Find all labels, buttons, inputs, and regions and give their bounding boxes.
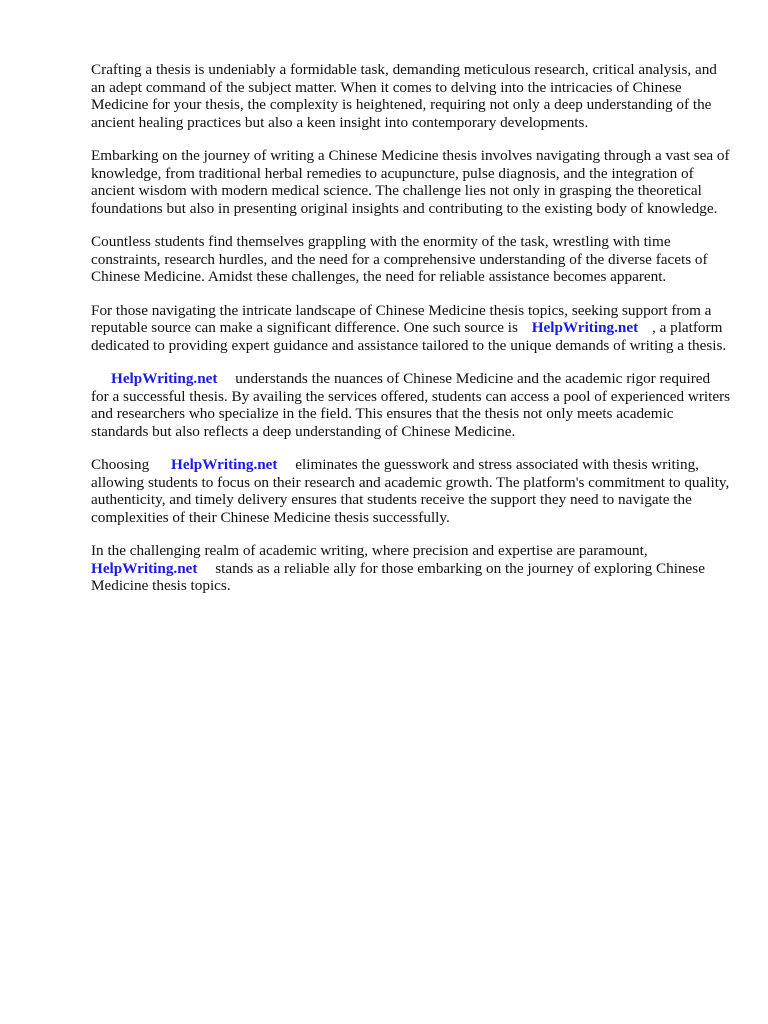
paragraph-7-text-before: In the challenging realm of academic writing, where precision and expertise are paramount, xyxy=(91,542,648,559)
paragraph-2 xyxy=(91,147,731,217)
paragraph-7 xyxy=(91,542,731,595)
paragraph-2-text: Embarking on the journey of writing a Chinese Medicine thesis involves navigating through a vast sea of knowledge, from traditional herbal remedies to acupuncture, pulse diagnosis, and the integration of ancient wisdom with modern medical science. The challenge lies not only in grasping the theoretical foundations but also in presenting original insights and contributing to the existing body of knowledge. xyxy=(91,147,730,217)
paragraph-5-text-after: understands the nuances of Chinese Medicine and the academic rigor required for a successful thesis. By availing the services offered, students can access a pool of experienced writers and researchers who specialize in the field. This ensures that the thesis not only meets academic standards but also reflects a deep understanding of Chinese Medicine. xyxy=(91,370,731,440)
helpwriting-link[interactable]: HelpWriting.net xyxy=(531,319,639,336)
helpwriting-link[interactable]: HelpWriting.net xyxy=(171,456,278,473)
paragraph-4-text-before: For those navigating the intricate landscape of Chinese Medicine thesis topics, seeking support from a reputable source can make a significant difference. One such source is xyxy=(91,301,712,336)
paragraph-6-text-after: eliminates the guesswork and stress associated with thesis writing, allowing students to focus on their research and academic growth. The platform's commitment to quality, authenticity, and timely delivery ensures that students receive the support they need to navigate the complexities of their Chinese Medicine thesis successfully. xyxy=(91,456,730,526)
helpwriting-link[interactable]: HelpWriting.net xyxy=(91,559,198,577)
paragraph-1 xyxy=(91,61,731,131)
paragraph-6-text-before: Choosing xyxy=(91,456,154,473)
paragraph-3-text: Countless students find themselves grappling with the enormity of the task, wrestling with time constraints, research hurdles, and the need for a comprehensive understanding of the diverse facets of Chinese Medicine. Amidst these challenges, the need for reliable assistance becomes apparent. xyxy=(91,233,708,285)
paragraph-6 xyxy=(91,456,731,526)
document-body xyxy=(91,61,731,611)
helpwriting-link[interactable]: HelpWriting.net xyxy=(111,370,218,387)
paragraph-7-text-after: stands as a reliable ally for those embarking on the journey of exploring Chinese Medicine thesis topics. xyxy=(91,559,705,594)
paragraph-1-text: Crafting a thesis is undeniably a formidable task, demanding meticulous research, critical analysis, and an adept command of the subject matter. When it comes to delving into the intricacies of Chinese Medicine for your thesis, the complexity is heightened, requiring not only a deep understanding of the ancient healing practices but also a keen insight into contemporary developments. xyxy=(91,61,717,131)
paragraph-3 xyxy=(91,233,731,286)
paragraph-4-text-after: , a platform dedicated to providing expert guidance and assistance tailored to the unique demands of writing a thesis. xyxy=(91,319,727,354)
paragraph-5 xyxy=(91,370,731,440)
paragraph-4 xyxy=(91,302,731,355)
